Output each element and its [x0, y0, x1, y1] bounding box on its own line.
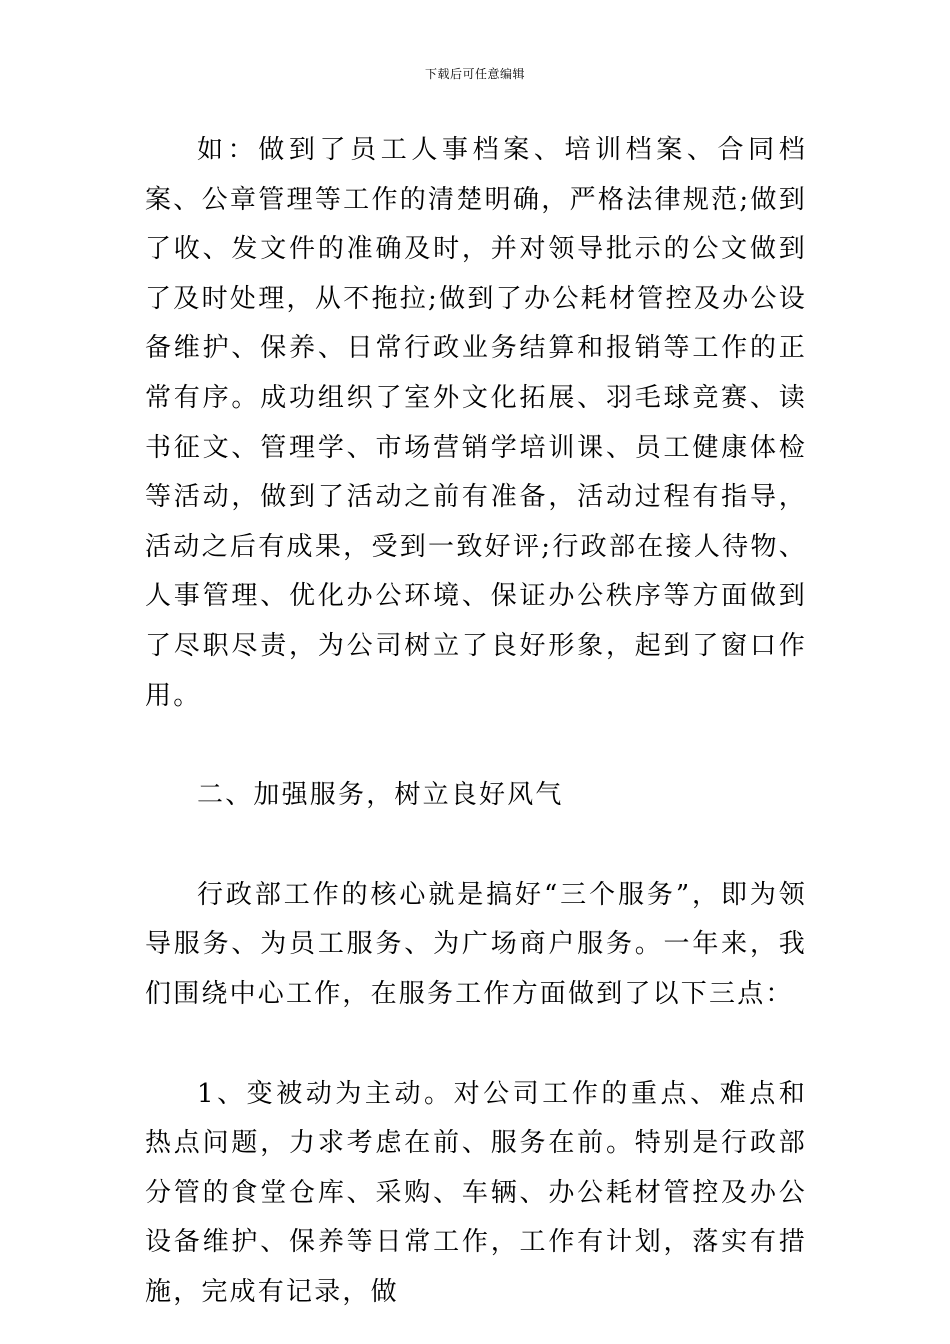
page-header: 下载后可任意编辑: [424, 67, 525, 81]
paragraph-admin-achievements: 如：做到了员工人事档案、培训档案、合同档案、公章管理等工作的清楚明确，严格法律规范;做到了收、发文件的准确及时，并对领导批示的公文做到了及时处理，从不拖拉;做到了办公耗材管控及办公设备维护、保养、日常行政业务结算和报销等工作的正常有序。成功组织了室外文化拓展、羽毛球竞赛、读书征文、管理学、市场营销学培训课、员工健康体检等活动，做到了活动之前有准备，活动过程有指导，活动之后有成果，受到一致好评;行政部在接人待物、人事管理、优化办公环境、保证办公秩序等方面做到了尽职尽责，为公司树立了良好形象，起到了窗口作用。: [145, 135, 807, 711]
section-heading-service: 二、加强服务，树立良好风气: [197, 780, 564, 811]
paragraph-gap: [145, 821, 807, 871]
paragraph-gap: [145, 1020, 807, 1070]
paragraph-gap: [145, 721, 807, 771]
paragraph-three-services: 行政部工作的核心就是搞好“三个服务”，即为领导服务、为员工服务、为广场商户服务。一年来，我们围绕中心工作，在服务工作方面做到了以下三点：: [145, 879, 807, 1009]
document-body: [145, 126, 807, 1317]
paragraph-point-one: 1、变被动为主动。对公司工作的重点、难点和热点问题，力求考虑在前、服务在前。特别是行政部分管的食堂仓库、采购、车辆、办公耗材管控及办公设备维护、保养等日常工作，工作有计划，落实有措施，完成有记录，做: [145, 1078, 807, 1307]
